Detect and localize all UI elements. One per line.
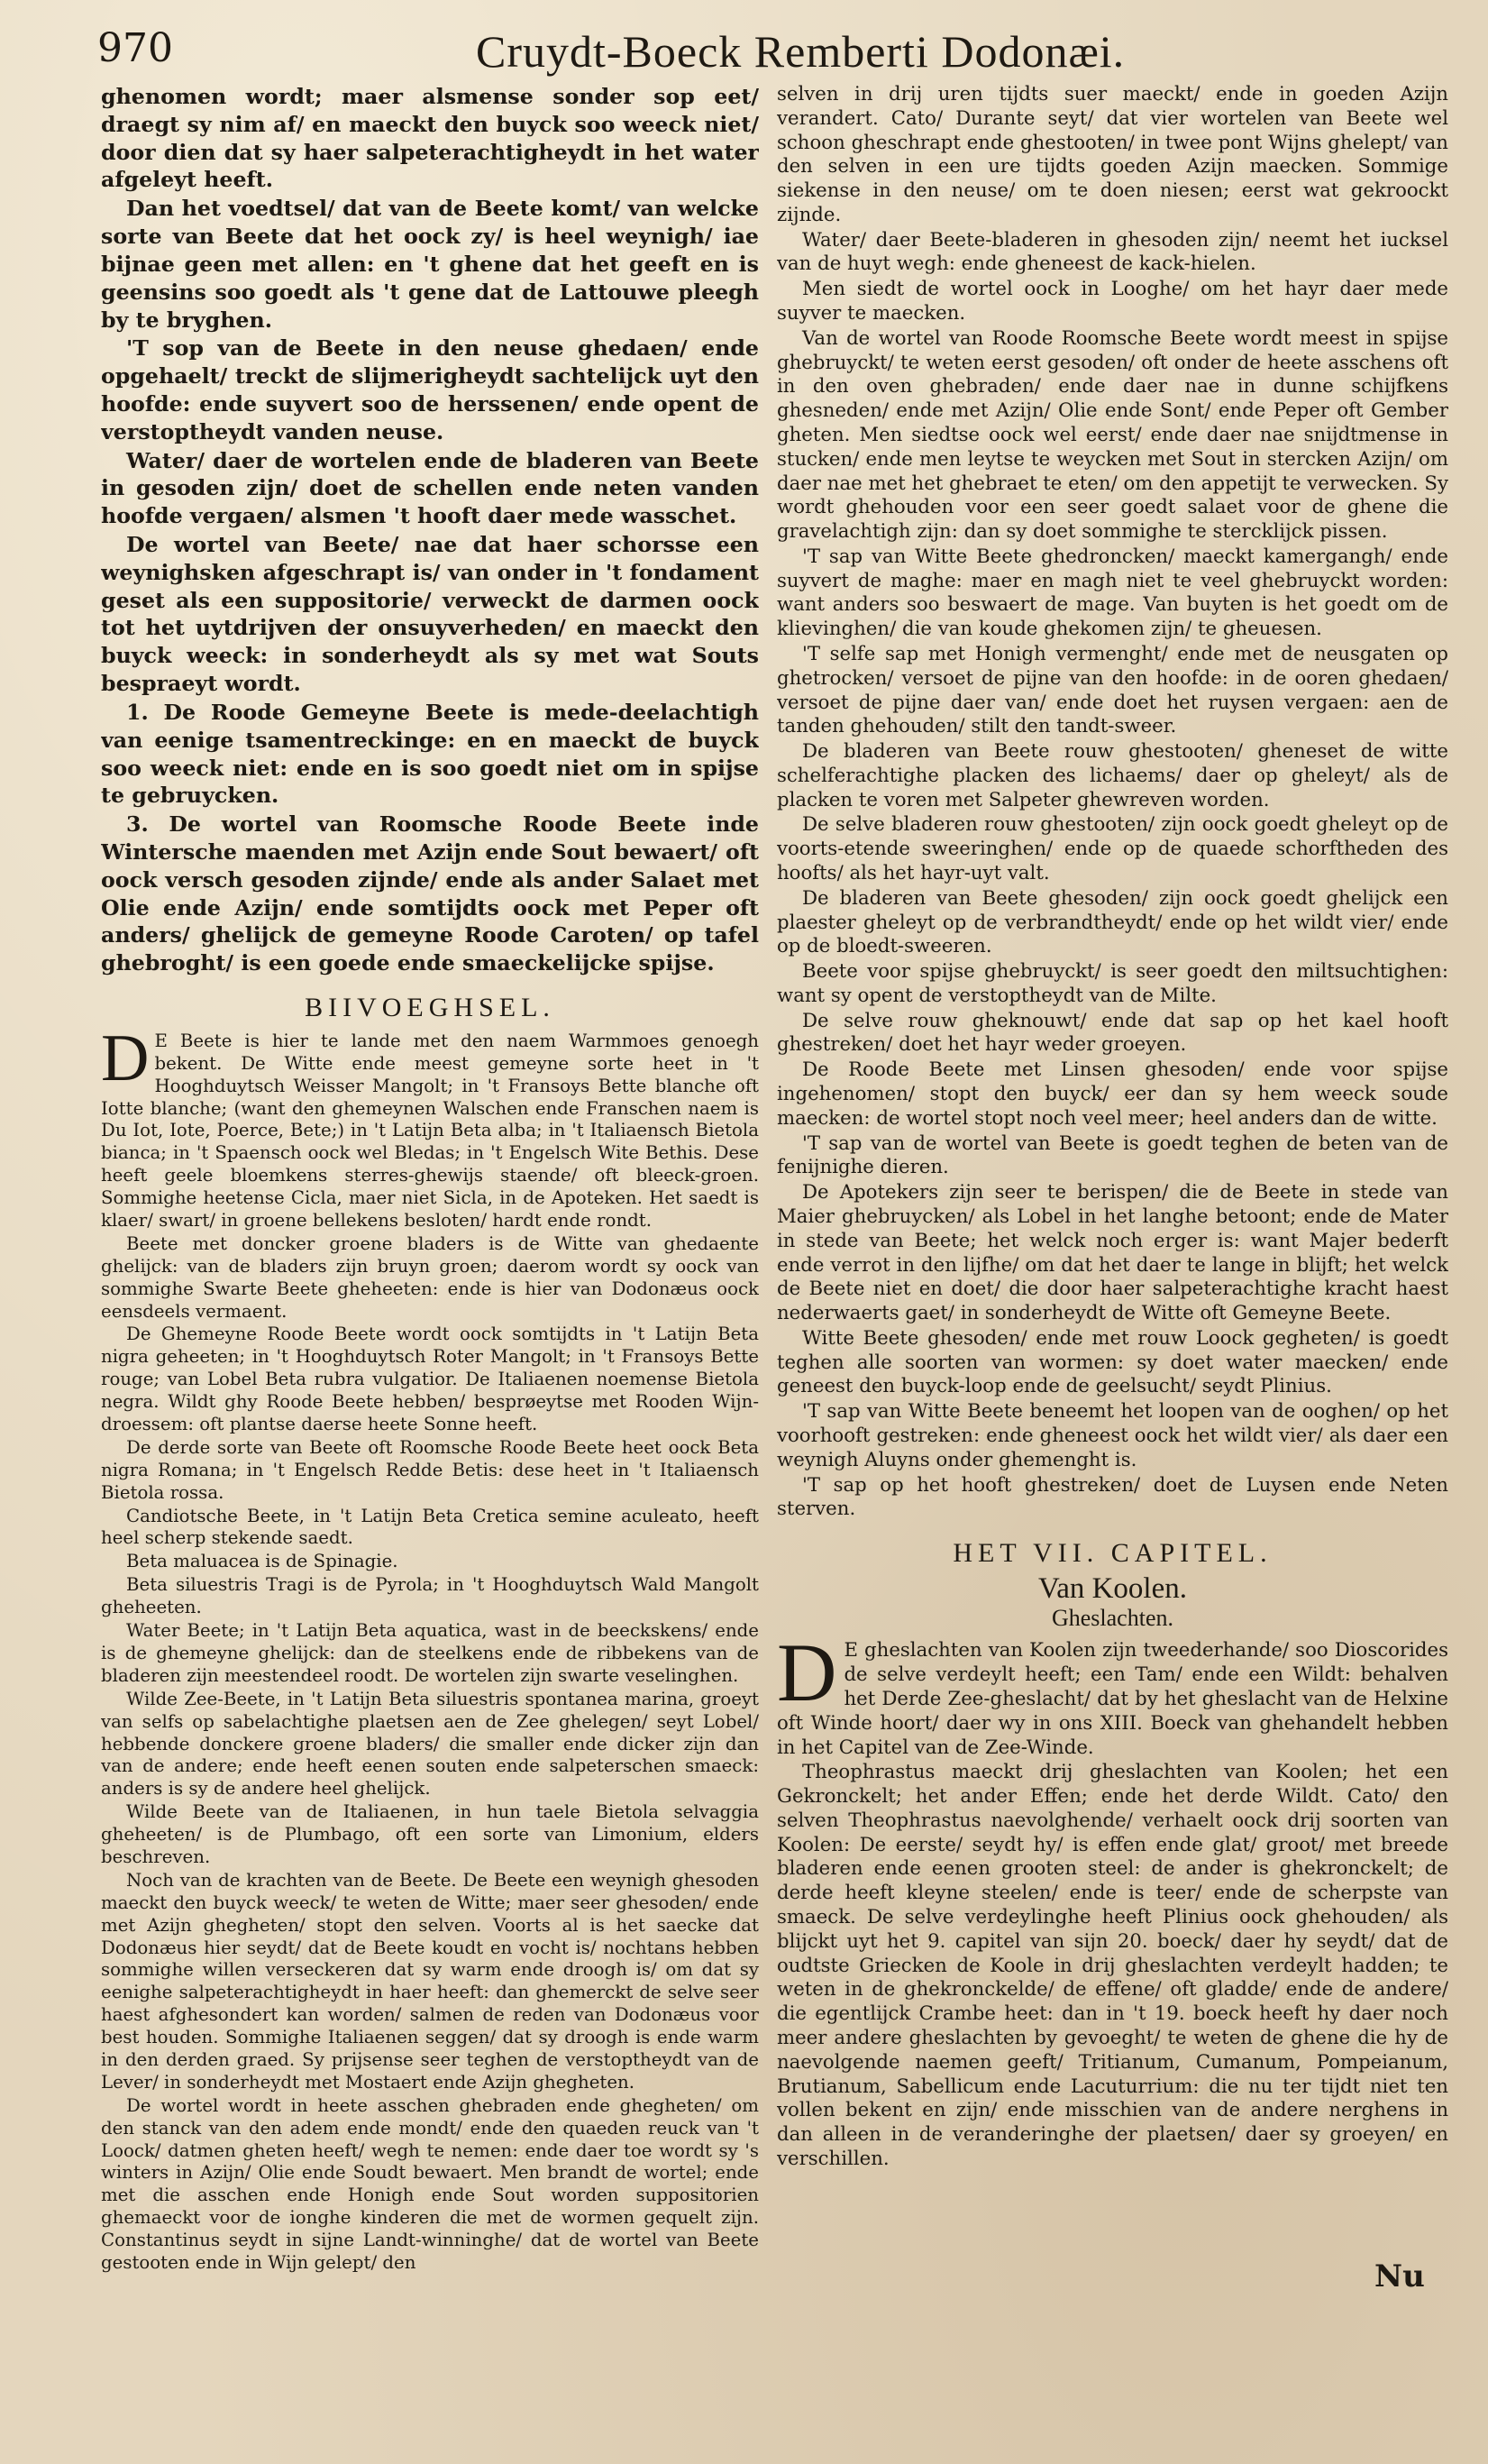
paragraph-text: Men siedt de wortel oock in Looghe/ om het hayr daer mede suyver te maecken.	[777, 278, 1448, 325]
paragraph	[101, 1689, 759, 1800]
bijvoeghsel-text	[101, 1021, 759, 2275]
paragraph-text: Water Beete; in 't Latijn Beta aquatica, wast in de beeckskens/ ende is de ghemeyne ghelijck: dan de steelkens ende de ribbekens van de bladeren zijn meestendeel roodt. De wortelen zijn swarte veselinghen.	[101, 1620, 759, 1686]
paragraph-text: Witte Beete ghesoden/ ende met rouw Loock gegheten/ is goedt teghen alle soorten van wormen: sy doet water maecken/ ende geneest den buyck-loop ende de geelsucht/ seydt Plinius.	[777, 1326, 1448, 1398]
paragraph-text: De bladeren van Beete rouw ghestooten/ gheneset de witte schelferachtighe placken des lichaems/ daer op gheleyt/ als de placken te voren met Salpeter ghewreven worden.	[777, 740, 1448, 811]
drop-cap: D	[101, 1021, 150, 1095]
paragraph	[777, 1327, 1448, 1399]
paragraph-text: 'T sap van de wortel van Beete is goedt teghen de beten van de fenijnighe dieren.	[777, 1131, 1448, 1179]
left-column	[101, 83, 759, 2275]
paragraph	[101, 1437, 759, 1505]
paragraph-text: E gheslachten van Koolen zijn tweederhande/ soo Dioscorides de selve verdeylt heeft; een Tam/ ende een Wildt: behalven het Derde Zee-gheslacht/ dat by het gheslacht van de Helxine oft Winde hoort/ daer wy in ons XIII. Boeck van ghehandelt hebben in het Capitel van de Zee-Winde.	[777, 1639, 1448, 1759]
right-main-text	[777, 83, 1448, 1522]
paragraph	[101, 1574, 759, 1619]
paragraph-text: De wortel wordt in heete asschen ghebraden ende ghegheten/ om den stanck van den adem ende mondt/ ende den quaeden reuck van 't Loock/ datmen gheten heeft/ wegh te nemen: ende daer toe wordt sy 's winters in Azijn/ Olie ende Soudt bewaert. Men brandt de wortel; ende met die asschen ende Honigh ende Sout worden suppositorien ghemaeckt voor de ionghe kinderen die met de wormen gequelt zijn. Constantinus seydt in sijne Landt-winninghe/ dat de wortel van Beete gestooten ende in Wijn gelept/ den	[101, 2094, 759, 2273]
paragraph-text: Wilde Zee-Beete, in 't Latijn Beta siluestris spontanea marina, groeyt van selfs op sabelachtighe plaetsen aen de Zee ghelegen/ seyt Lobel/ hebbende donckere groene bladers/ die smaller ende dicker zijn dan van de andere; ende heeft eenen souten ende salpeterschen smaeck: anders is sy de andere heel ghelijck.	[101, 1688, 759, 1800]
paragraph	[101, 531, 759, 698]
bijvoeghsel-heading: BIIVOEGHSEL.	[305, 993, 555, 1022]
paragraph	[777, 545, 1448, 642]
paragraph-text: ghenomen wordt; maer alsmense sonder sop eet/ draegt sy nim af/ en maeckt den buyck soo weeck niet/ door dien dat sy haer salpeterachtigheydt in het water afgeleyt heeft.	[101, 84, 759, 193]
paragraph-text: De wortel van Beete/ nae dat haer schorsse een weynighsken afgeschrapt is/ van onder in 't fondament geset als een suppositorie/ verweckt de darmen oock tot het uytdrijven der onsuyverheden/ en maeckt den buyck weeck: in sonderheydt als sy met wat Souts bespraeyt wordt.	[101, 532, 759, 697]
paragraph-text: 1. De Roode Gemeyne Beete is mede-deelachtigh van eenige tsamentreckinge: en en maeckt de buyck soo weeck niet: ende en is soo goedt niet om in spijse te gebruycken.	[101, 699, 759, 809]
catchword: Nu	[1374, 2258, 1425, 2295]
paragraph-text: Van de wortel van Roode Roomsche Beete wordt meest in spijse ghebruyckt/ te weten eerst gesoden/ oft onder de heete asschens oft in den oven ghebraden/ ende daer nae in dunne schijfkens ghesneden/ ende met Azijn/ Olie ende Sont/ ende Peper oft Gember gheten. Men siedtse oock wel eerst/ ende daer nae snijdtmense in stucken/ ende men leytse te weycken met Sout in stercken Azijn/ om daer nae met het ghebraet te eten/ om den appetijt te verwecken. Sy wordt ghehouden voor een seer goedt salaet voor de ghene die gravelachtigh zijn: dan sy doet sommighe te stercklijck pissen.	[777, 326, 1448, 544]
paragraph	[777, 1474, 1448, 1523]
paragraph-text: Wilde Beete van de Italiaenen, in hun taele Bietola selvaggia gheheeten/ is de Plumbago, oft een sorte van Limonium, elders beschreven.	[101, 1801, 759, 1867]
paragraph	[101, 811, 759, 977]
paragraph	[777, 1132, 1448, 1181]
paragraph	[101, 334, 759, 445]
paragraph	[777, 1181, 1448, 1326]
paragraph	[101, 195, 759, 334]
paragraph	[777, 83, 1448, 228]
paragraph	[101, 83, 759, 194]
drop-cap: D	[777, 1626, 837, 1719]
paragraph	[777, 327, 1448, 545]
paragraph-text: Beete voor spijse ghebruyckt/ is seer goedt den miltsuchtighen: want sy opent de verstoptheydt van de Milte.	[777, 960, 1448, 1007]
paragraph	[101, 1506, 759, 1551]
paragraph-text: 3. De wortel van Roomsche Roode Beete inde Wintersche maenden met Azijn ende Sout bewaert/ oft oock versch gesoden zijnde/ ende als ander Salaet met Olie ende Azijn/ ende somtijdts oock met Peper oft anders/ ghelijck de gemeyne Roode Caroten/ op tafel ghebroght/ is een goede ende smaeckelijcke spijse.	[101, 811, 759, 976]
paragraph	[777, 229, 1448, 278]
paragraph	[101, 1870, 759, 2094]
chapter-heading: HET VII. CAPITEL.	[953, 1538, 1273, 1569]
paragraph-text: 'T sop van de Beete in den neuse ghedaen/ ende opgehaelt/ treckt de slijmerigheydt sachtelijck uyt den hoofde: ende suyvert soo de herssenen/ ende opent de verstoptheydt vanden neuse.	[101, 335, 759, 444]
paragraph-text: Noch van de krachten van de Beete. De Beete een weynigh ghesoden maeckt den buyck weeck/ te weten de Witte; maer seer ghesoden/ ende met Azijn ghegheten/ stopt den selven. Voorts al is het saecke dat Dodonæus hier seydt/ dat de Beete koudt en vocht is/ nochtans hebben sommighe willen verseckeren dat sy warm ende droogh is/ om dat sy eenighe salpeterachtigheydt in haer heeft: dan ghemerckt de selve seer haest afghesondert kan worden/ salmen de reden van Dodonæus voor best houden. Sommighe Italiaenen seggen/ dat sy droogh is ende warm in den derden graed. Sy prijsense seer teghen de verstoptheydt van de Lever/ in sonderheydt met Mostaert ende Azijn ghegheten.	[101, 1869, 759, 2093]
paragraph-text: Dan het voedtsel/ dat van de Beete komt/ van welcke sorte van Beete dat het oock zy/ is heel weynigh/ iae bijnae geen met allen: en 't ghene dat het geeft en is geensins soo goedt als 't gene dat de Lattouwe pleegh by te bryghen.	[101, 196, 759, 333]
paragraph	[777, 278, 1448, 326]
paragraph-text: E Beete is hier te lande met den naem Warmmoes genoegh bekent. De Witte ende meest gemeyne sorte heet in 't Hooghduytsch Weisser Mangolt; in 't Fransoys Bette blanche oft Iotte blanche; (want den ghemeynen Walschen ende Franschen naem is Du Iot, Iote, Poerce, Bete;) in 't Latijn Beta alba; in 't Italiaensch Bietola bianca; in 't Spaensch oock wel Bledas; in 't Engelsch Wite Bethis. Dese heeft geele bloemkens sterres-ghewijs staende/ oft bleeck-groen. Sommighe heetense Cicla, maer niet Sicla, in de Apoteken. Het saedt is klaer/ swart/ in groene bellekens besloten/ hardt ende rondt.	[101, 1030, 759, 1232]
paragraph	[777, 887, 1448, 959]
paragraph	[101, 447, 759, 530]
paragraph-text: De bladeren van Beete ghesoden/ zijn oock goedt ghelijck een plaester gheleyt op de verbrandtheydt/ ende op het wildt vier/ ende op de bloedt-sweeren.	[777, 886, 1448, 958]
paragraph	[777, 960, 1448, 1009]
paragraph	[101, 1551, 759, 1573]
paragraph-text: 'T selfe sap met Honigh vermenght/ ende met de neusgaten op ghetrocken/ versoet de pijne van den hoofde: in de ooren ghedaen/ versoet de pijne daer van/ ende doet het ruysen vergaen: aen de tanden ghehouden/ stilt den tandt-sweer.	[777, 642, 1448, 738]
page-number: 970	[97, 25, 173, 71]
paragraph-text: Candiotsche Beete, in 't Latijn Beta Cretica semine aculeato, heeft heel scherp stekende saedt.	[101, 1505, 759, 1549]
paragraph	[101, 699, 759, 810]
page-header	[97, 20, 1449, 83]
paragraph-text: De Roode Beete met Linsen ghesoden/ ende voor spijse ingehenomen/ stopt den buyck/ eer dan sy hem weeck soude maecken: de wortel stopt noch veel meer; heel anders dan de witte.	[777, 1058, 1448, 1130]
paragraph-text: De selve bladeren rouw ghestooten/ zijn oock goedt gheleyt op de voorts-etende sweeringhen/ ende op de quaede schorftheden des hoofts/ als het hayr-uyt valt.	[777, 813, 1448, 884]
right-column	[777, 83, 1448, 2275]
paragraph-text: De selve rouw gheknouwt/ ende dat sap op het kael hooft ghestreken/ doet het hayr weder groeyen.	[777, 1009, 1448, 1057]
paragraph-text: De derde sorte van Beete oft Roomsche Roode Beete heet oock Beta nigra Romana; in 't Engelsch Redde Betis: dese heet in 't Italiaensch Bietola rossa.	[101, 1436, 759, 1503]
paragraph	[101, 2095, 759, 2275]
paragraph-text: Beta siluestris Tragi is de Pyrola; in 't Hooghduytsch Wald Mangolt gheheeten.	[101, 1574, 759, 1618]
paragraph-text: selven in drij uren tijdts suer maeckt/ ende in goeden Azijn verandert. Cato/ Durante seyt/ dat vier wortelen van Beete wel schoon gheschrapt ende ghestooten/ in twee pont Wijns ghelept/ van den selven in een ure tijdts goeden Azijn maecken. Sommige siekense in den neuse/ om te doen niesen; eerst wat gekroockt zijnde.	[777, 83, 1448, 226]
paragraph-text: Water/ daer Beete-bladeren in ghesoden zijn/ neemt het iucksel van de huyt wegh: ende gheneest de kack-hielen.	[777, 228, 1448, 276]
paragraph	[101, 1620, 759, 1688]
paragraph	[777, 643, 1448, 739]
paragraph	[101, 1021, 759, 1232]
paragraph	[777, 1010, 1448, 1058]
paragraph	[777, 1626, 1448, 1760]
chapter-subtitle: Gheslachten.	[1051, 1604, 1173, 1631]
paragraph	[777, 740, 1448, 812]
paragraph	[777, 813, 1448, 885]
paragraph	[101, 1801, 759, 1869]
paragraph	[777, 1400, 1448, 1472]
chapter-title: Van Koolen.	[1038, 1571, 1187, 1605]
paragraph-text: 'T sap van Witte Beete beneemt het loopen van de ooghen/ op het voorhooft gestreken: ende gheneest oock het wildt vier/ als daer een weynigh Aluyns onder ghemenght is.	[777, 1400, 1448, 1471]
paragraph-text: 'T sap op het hooft ghestreken/ doet de Luysen ende Neten sterven.	[777, 1473, 1448, 1521]
paragraph-text: De Apotekers zijn seer te berispen/ die de Beete in stede van Maier ghebruycken/ als Lobel in het langhe betoont; ende de Mater in stede van Beete; het welck noch erger is: want Majer bederft ende verrot in den lijfhe/ om dat het daer te lange in blijft; het welck de Beete niet en doet/ die door haer salpeterachtighe kracht haest nederwaerts gaet/ in sonderheydt de Witte oft Gemeyne Beete.	[777, 1181, 1448, 1325]
paragraph-text: Beta maluacea is de Spinagie.	[126, 1551, 398, 1572]
paragraph	[777, 1761, 1448, 2171]
paragraph-text: De Ghemeyne Roode Beete wordt oock somtijdts in 't Latijn Beta nigra geheeten; in 't Hooghduytsch Roter Mangolt; in 't Fransoys Bette rouge; van Lobel Beta rubra vulgatior. De Italiaenen noemense Bietola negra. Wildt ghy Roode Beete hebben/ besprøeytse met Rooden Wijn-droessem: oft plantse daerse heete Sonne heeft.	[101, 1324, 759, 1435]
paragraph	[777, 1058, 1448, 1131]
left-main-text	[101, 83, 759, 977]
running-title: Cruydt-Boeck Remberti Dodonæi.	[476, 26, 1126, 77]
paragraph-text: Beete met doncker groene bladers is de Witte van ghedaente ghelijck: van de bladers zijn bruyn groen; daerom wordt sy oock van sommighe Swarte Beete gheheeten: ende is hier van Dodonæus oock eensdeels vermaent.	[101, 1232, 759, 1322]
paragraph-text: Theophrastus maeckt drij gheslachten van Koolen; het een Gekronckelt; het ander Effen; ende het derde Wildt. Cato/ den selven Theophrastus naevolghende/ verhaelt oock drij soorten van Koolen: De eerste/ seydt hy/ is effen ende glat/ groot/ met breede bladeren ende eenen grooten steel: de ander is ghekronckelt; de derde heeft kleyne steelen/ ende is teer/ ende de scherpste van smaeck. De selve verdeylinghe heeft Plinius oock ghehouden/ als blijckt uyt het 9. capitel van sijn 20. boeck/ daer hy seydt/ dat de oudtste Griecken de Koole in drij gheslachten verdeylt hadden; te weten in de ghekronckelde/ de effene/ oft gladde/ ende de andere/ die egentlijck Crambe heet: dan in 't 19. boeck heeft hy daer noch meer andere gheslachten by gevoeght/ te weten de ghene die hy de naevolgende naemen geeft/ Tritianum, Cumanum, Pompeianum, Brutianum, Sabellicum ende Lacuturrium: die nu ter tijdt niet ten vollen bekent en zijn/ ende misschien van de andere nerghens in dan alleen in de veranderinghe der plaetsen/ daer sy groeyen/ en verschillen.	[777, 1761, 1448, 2170]
paragraph	[101, 1233, 759, 1324]
paragraph	[101, 1324, 759, 1435]
chapter-text	[777, 1626, 1448, 2171]
paragraph-text: 'T sap van Witte Beete ghedroncken/ maeckt kamergangh/ ende suyvert de maghe: maer en magh niet te veel ghebruyckt worden: want anders soo beswaert de mage. Van buyten is het goedt om de klievinghen/ die van koude ghekomen zijn/ te gheuesen.	[777, 545, 1448, 641]
paragraph-text: Water/ daer de wortelen ende de bladeren van Beete in gesoden zijn/ doet de schellen ende neten vanden hoofde vergaen/ alsmen 't hooft daer mede wasschet.	[101, 447, 759, 529]
